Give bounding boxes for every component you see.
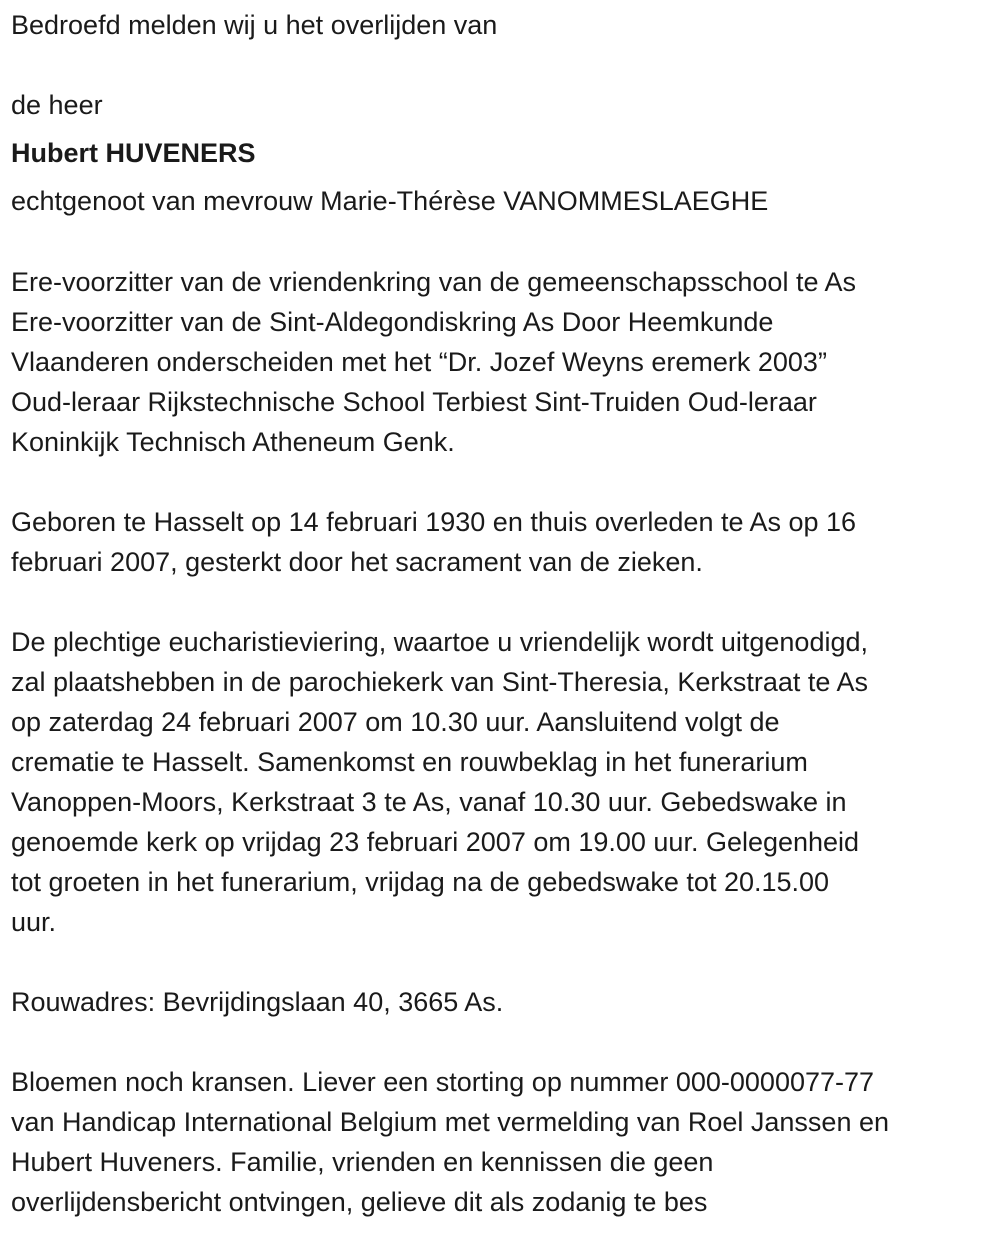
donation-paragraph-line: Hubert Huveners. Familie, vrienden en kennissen die geen	[11, 1147, 714, 1177]
ceremony-paragraph-line: zal plaatshebben in de parochiekerk van Sint-Theresia, Kerkstraat te As	[11, 667, 868, 697]
honors-paragraph-line: Vlaanderen onderscheiden met het “Dr. Jozef Weyns eremerk 2003”	[11, 347, 827, 377]
honors-paragraph-line: Oud-leraar Rijkstechnische School Terbiest Sint-Truiden Oud-leraar	[11, 387, 817, 417]
donation-paragraph-line: van Handicap International Belgium met vermelding van Roel Janssen en	[11, 1107, 890, 1137]
deceased-name: Hubert HUVENERS	[11, 138, 256, 168]
birth-death-paragraph-line: februari 2007, gesterkt door het sacrament van de zieken.	[11, 547, 703, 577]
ceremony-paragraph-line: tot groeten in het funerarium, vrijdag na de gebedswake tot 20.15.00	[11, 867, 830, 897]
honors-paragraph-line: Ere-voorzitter van de Sint-Aldegondiskring As Door Heemkunde	[11, 307, 774, 337]
birth-death-paragraph-line: Geboren te Hasselt op 14 februari 1930 en thuis overleden te As op 16	[11, 507, 857, 537]
ceremony-paragraph-line: genoemde kerk op vrijdag 23 februari 2007 om 19.00 uur. Gelegenheid	[11, 827, 860, 857]
spouse-line: echtgenoot van mevrouw Marie-Thérèse VANOMMESLAEGHE	[11, 186, 769, 216]
honors-paragraph-line: Koninkijk Technisch Atheneum Genk.	[11, 427, 455, 457]
ceremony-paragraph-line: crematie te Hasselt. Samenkomst en rouwbeklag in het funerarium	[11, 747, 808, 777]
ceremony-paragraph-line: Vanoppen-Moors, Kerkstraat 3 te As, vanaf 10.30 uur. Gebedswake in	[11, 787, 847, 817]
donation-paragraph-line: overlijdensbericht ontvingen, gelieve dit als zodanig te bes	[11, 1187, 708, 1217]
donation-paragraph-line: Bloemen noch kransen. Liever een storting op nummer 000-0000077-77	[11, 1067, 875, 1097]
ceremony-paragraph-line: uur.	[11, 907, 57, 937]
address-paragraph-line: Rouwadres: Bevrijdingslaan 40, 3665 As.	[11, 987, 504, 1017]
ceremony-paragraph-line: op zaterdag 24 februari 2007 om 10.30 uur. Aansluitend volgt de	[11, 707, 780, 737]
intro-text: Bedroefd melden wij u het overlijden van	[11, 10, 498, 40]
ceremony-paragraph-line: De plechtige eucharistieviering, waartoe u vriendelijk wordt uitgenodigd,	[11, 627, 868, 657]
title-prefix: de heer	[11, 90, 103, 120]
honors-paragraph-line: Ere-voorzitter van de vriendenkring van de gemeenschapsschool te As	[11, 267, 856, 297]
